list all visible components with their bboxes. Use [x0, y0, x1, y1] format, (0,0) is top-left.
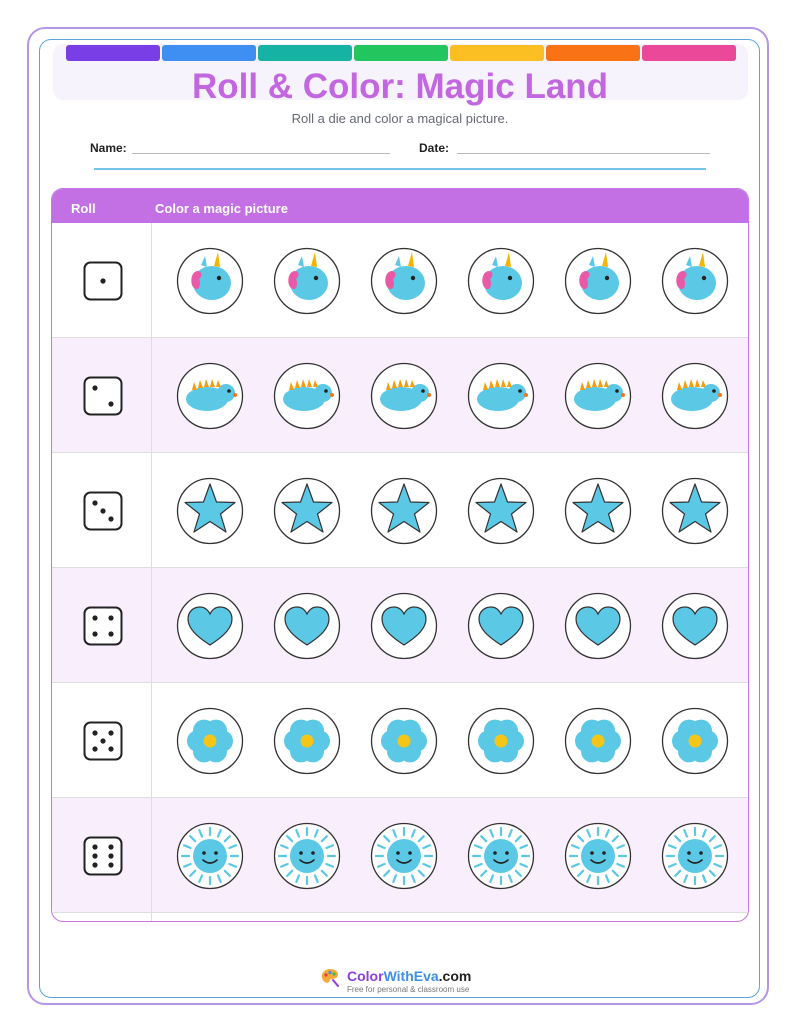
footer-note: Free for personal & classroom use — [347, 985, 470, 994]
star-icon[interactable] — [467, 477, 535, 545]
die-4-icon — [83, 606, 123, 646]
unicorn-icon[interactable] — [661, 247, 729, 315]
sun-icon[interactable] — [176, 822, 244, 890]
star-icon[interactable] — [273, 477, 341, 545]
brand-part-color: Color — [347, 968, 384, 984]
flower-icon[interactable] — [467, 707, 535, 775]
color-stripe-3 — [258, 45, 352, 61]
dragon-icon[interactable] — [661, 362, 729, 430]
heart-icon[interactable] — [176, 592, 244, 660]
sun-icon[interactable] — [661, 822, 729, 890]
star-icon[interactable] — [176, 477, 244, 545]
flower-icon[interactable] — [370, 707, 438, 775]
name-field-line[interactable] — [132, 153, 390, 154]
star-icon[interactable] — [564, 477, 632, 545]
table-row — [52, 338, 748, 453]
color-stripe-5 — [450, 45, 544, 61]
color-stripe-1 — [66, 45, 160, 61]
page-title: Roll & Color: Magic Land — [191, 67, 609, 106]
star-icon[interactable] — [661, 477, 729, 545]
dragon-icon[interactable] — [370, 362, 438, 430]
unicorn-icon[interactable] — [564, 247, 632, 315]
unicorn-icon[interactable] — [370, 247, 438, 315]
flower-icon[interactable] — [273, 707, 341, 775]
header-picture: Color a magic picture — [155, 201, 288, 216]
dragon-icon[interactable] — [176, 362, 244, 430]
heart-icon[interactable] — [467, 592, 535, 660]
palette-icon — [320, 967, 340, 987]
heart-icon[interactable] — [661, 592, 729, 660]
roll-color-table — [51, 188, 749, 922]
unicorn-icon[interactable] — [273, 247, 341, 315]
header-roll: Roll — [71, 201, 96, 216]
dragon-icon[interactable] — [564, 362, 632, 430]
date-label: Date: — [419, 141, 450, 155]
header-divider — [94, 168, 706, 170]
flower-icon[interactable] — [176, 707, 244, 775]
footer-brand[interactable] — [347, 968, 471, 984]
unicorn-icon[interactable] — [176, 247, 244, 315]
dragon-icon[interactable] — [273, 362, 341, 430]
footer — [320, 966, 490, 996]
sun-icon[interactable] — [273, 822, 341, 890]
table-header — [52, 189, 748, 223]
color-stripe-6 — [546, 45, 640, 61]
heart-icon[interactable] — [273, 592, 341, 660]
table-row — [52, 453, 748, 568]
heart-icon[interactable] — [370, 592, 438, 660]
page-subtitle: Roll a die and color a magical picture. — [291, 111, 509, 126]
die-5-icon — [83, 721, 123, 761]
flower-icon[interactable] — [661, 707, 729, 775]
sun-icon[interactable] — [370, 822, 438, 890]
table-row — [52, 798, 748, 913]
color-stripe-bar — [66, 45, 736, 61]
column-divider — [151, 223, 152, 922]
date-field-line[interactable] — [457, 153, 710, 154]
flower-icon[interactable] — [564, 707, 632, 775]
brand-part-com: .com — [438, 968, 472, 984]
table-row — [52, 223, 748, 338]
color-stripe-2 — [162, 45, 256, 61]
table-row — [52, 568, 748, 683]
sun-icon[interactable] — [467, 822, 535, 890]
heart-icon[interactable] — [564, 592, 632, 660]
unicorn-icon[interactable] — [467, 247, 535, 315]
color-stripe-4 — [354, 45, 448, 61]
sun-icon[interactable] — [564, 822, 632, 890]
die-1-icon — [83, 261, 123, 301]
brand-part-witheva: WithEva — [383, 968, 439, 984]
die-6-icon — [83, 836, 123, 876]
dragon-icon[interactable] — [467, 362, 535, 430]
die-3-icon — [83, 491, 123, 531]
table-row — [52, 683, 748, 798]
die-2-icon — [83, 376, 123, 416]
name-label: Name: — [90, 141, 127, 155]
color-stripe-7 — [642, 45, 736, 61]
star-icon[interactable] — [370, 477, 438, 545]
